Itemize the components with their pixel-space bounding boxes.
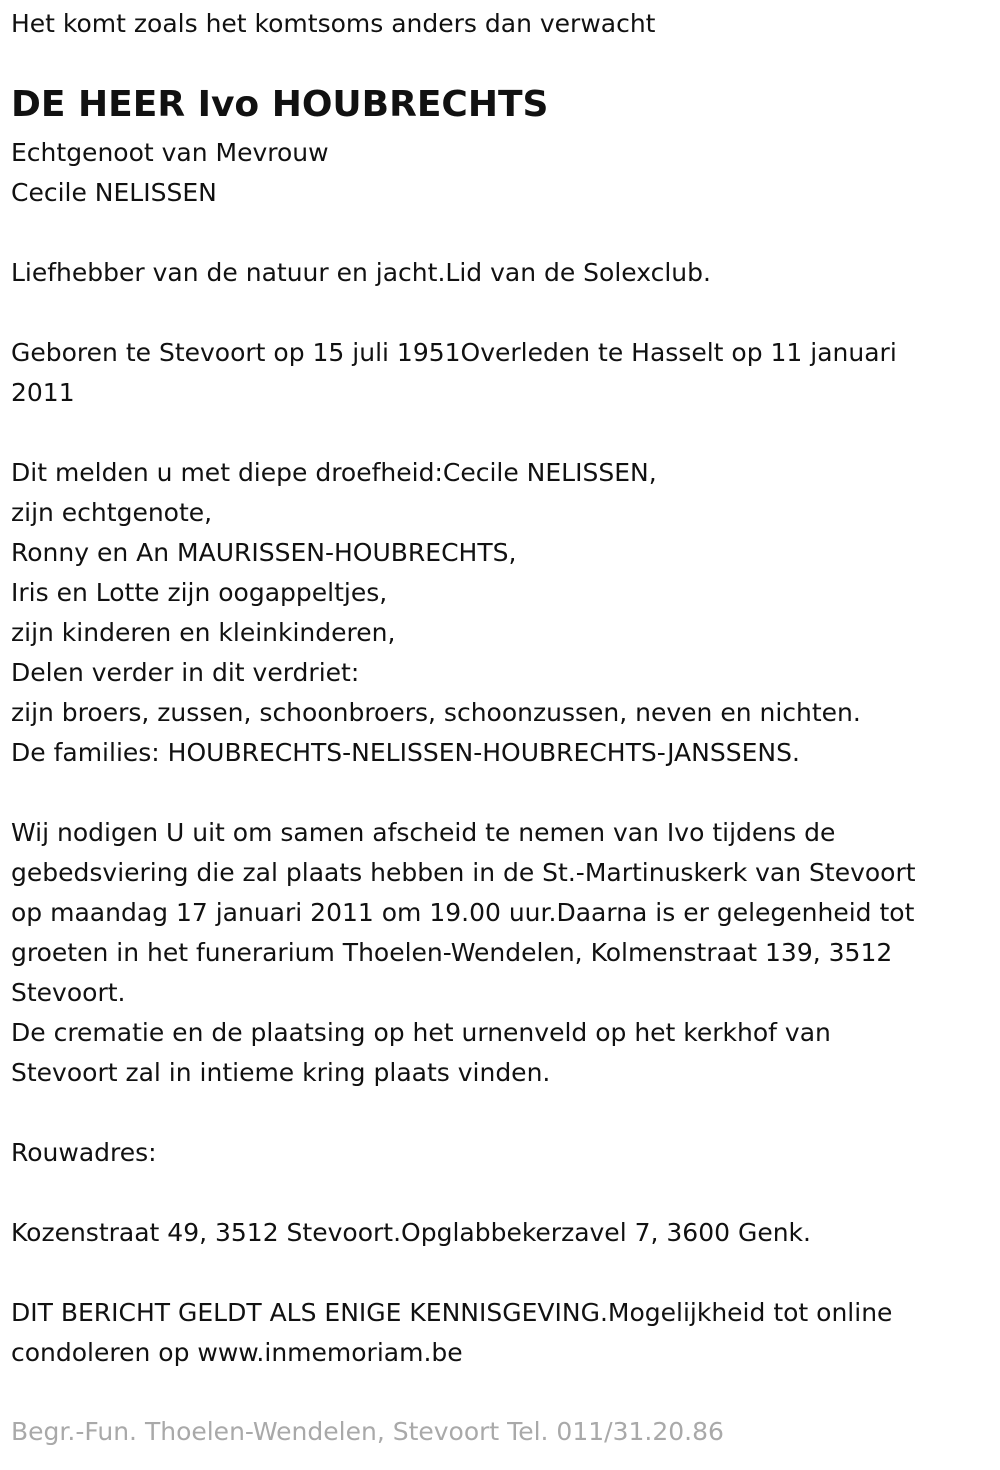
hobby-section	[11, 253, 711, 293]
service-line: gebedsviering die zal plaats hebben in de St.-Martinuskerk van Stevoort	[11, 858, 916, 887]
deceased-name: DE HEER Ivo HOUBRECHTS	[11, 84, 549, 125]
family-line: Iris en Lotte zijn oogappeltjes,	[11, 578, 388, 607]
family-line: zijn echtgenote,	[11, 498, 213, 527]
notice-line: condoleren op www.inmemoriam.be	[11, 1338, 463, 1367]
rouwadres-label-section	[11, 1133, 157, 1173]
spouse-section	[11, 133, 329, 213]
notice-section	[11, 1293, 892, 1373]
service-line: op maandag 17 januari 2011 om 19.00 uur.Daarna is er gelegenheid tot	[11, 898, 915, 927]
family-section	[11, 453, 861, 773]
hobby-line: Liefhebber van de natuur en jacht.Lid van de Solexclub.	[11, 258, 711, 287]
service-section	[11, 813, 916, 1093]
rouwadres-label: Rouwadres:	[11, 1138, 157, 1167]
spouse-line: Echtgenoot van Mevrouw	[11, 138, 329, 167]
service-line: Stevoort zal in intieme kring plaats vinden.	[11, 1058, 551, 1087]
birth-death-section	[11, 333, 897, 413]
family-line: Delen verder in dit verdriet:	[11, 658, 360, 687]
family-line: Ronny en An MAURISSEN-HOUBRECHTS,	[11, 538, 517, 567]
rouwadres-section	[11, 1213, 811, 1253]
funeral-home-footer: Begr.-Fun. Thoelen-Wendelen, Stevoort Tel. 011/31.20.86	[11, 1417, 724, 1446]
family-line: zijn broers, zussen, schoonbroers, schoonzussen, neven en nichten.	[11, 698, 861, 727]
service-line: Stevoort.	[11, 978, 126, 1007]
family-line: De families: HOUBRECHTS-NELISSEN-HOUBRECHTS-JANSSENS.	[11, 738, 800, 767]
birth-death-line: Geboren te Stevoort op 15 juli 1951Overleden te Hasselt op 11 januari	[11, 338, 897, 367]
service-line: groeten in het funerarium Thoelen-Wendelen, Kolmenstraat 139, 3512	[11, 938, 893, 967]
rouwadres-address: Kozenstraat 49, 3512 Stevoort.Opglabbekerzavel 7, 3600 Genk.	[11, 1218, 811, 1247]
birth-death-line: 2011	[11, 378, 75, 407]
service-line: De crematie en de plaatsing op het urnenveld op het kerkhof van	[11, 1018, 831, 1047]
family-line: Dit melden u met diepe droefheid:Cecile NELISSEN,	[11, 458, 657, 487]
family-line: zijn kinderen en kleinkinderen,	[11, 618, 396, 647]
spouse-line: Cecile NELISSEN	[11, 178, 217, 207]
notice-line: DIT BERICHT GELDT ALS ENIGE KENNISGEVING.Mogelijkheid tot online	[11, 1298, 893, 1327]
motto: Het komt zoals het komtsoms anders dan verwacht	[11, 9, 656, 38]
service-line: Wij nodigen U uit om samen afscheid te nemen van Ivo tijdens de	[11, 818, 836, 847]
